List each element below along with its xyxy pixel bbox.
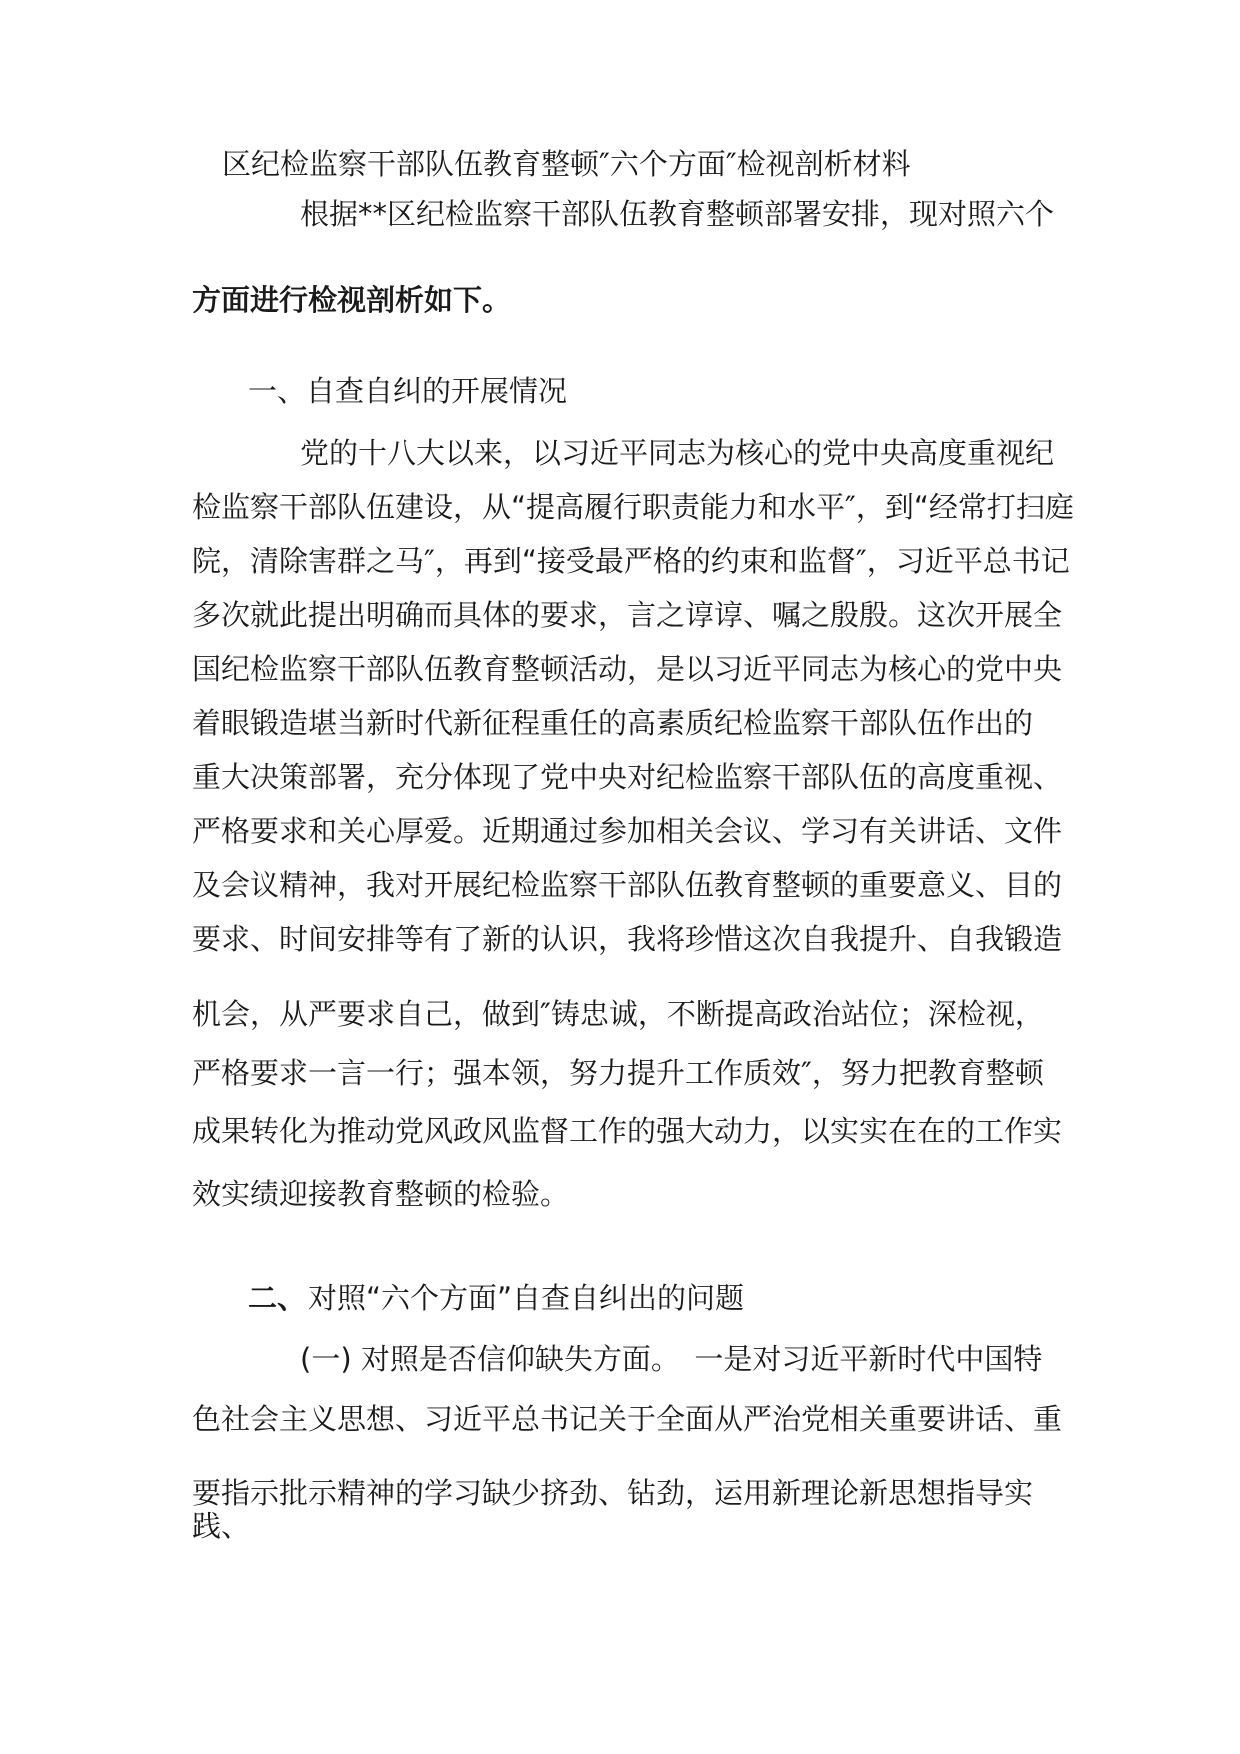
section-1-line: 重大决策部署，充分体现了党中央对纪检监察干部队伍的高度重视、 xyxy=(192,760,1063,794)
section-1-line: 国纪检监察干部队伍教育整顿活动，是以习近平同志为核心的党中央 xyxy=(192,652,1063,686)
section-2-line: 践、 xyxy=(192,1509,251,1543)
section-1-line: 院，清除害群之马″，再到“接受最严格的约束和监督″，习近平总书记 xyxy=(192,544,1070,578)
section-1-line: 要求、时间安排等有了新的认识，我将珍惜这次自我提升、自我锻造 xyxy=(192,922,1063,956)
section-1-line: 机会，从严要求自己，做到″铸忠诚，不断提高政治站位；深检视， xyxy=(192,997,1044,1031)
section-2-heading-text: 对照“六个方面”自查自纠出的问题 xyxy=(308,1281,745,1315)
section-2-number: 二、 xyxy=(248,1281,307,1315)
intro-line-1: 根据**区纪检监察干部队伍教育整顿部署安排，现对照六个 xyxy=(300,197,1055,231)
intro-line-2: 方面进行检视剖析如下。 xyxy=(192,283,512,317)
section-1-line: 多次就此提出明确而具体的要求，言之谆谆、嘱之殷殷。这次开展全 xyxy=(192,598,1063,632)
section-1-line: 效实绩迎接教育整顿的检验。 xyxy=(192,1177,570,1211)
section-1-line: 及会议精神，我对开展纪检监察干部队伍教育整顿的重要意义、目的 xyxy=(192,868,1063,902)
document-title: 区纪检监察干部队伍教育整顿″六个方面″检视剖析材料 xyxy=(222,147,911,181)
section-2-line: 色社会主义思想、习近平总书记关于全面从严治党相关重要讲话、重 xyxy=(192,1402,1063,1436)
section-2-heading xyxy=(248,1280,744,1316)
section-1-line: 严格要求和关心厚爱。近期通过参加相关会议、学习有关讲话、文件 xyxy=(192,814,1063,848)
section-2-line: (一) 对照是否信仰缺失方面。 一是对习近平新时代中国特 xyxy=(300,1342,1043,1376)
section-1-line: 成果转化为推动党风政风监督工作的强大动力，以实实在在的工作实 xyxy=(192,1114,1063,1148)
section-1-line: 检监察干部队伍建设，从“提高履行职责能力和水平″，到“经常打扫庭 xyxy=(192,490,1074,524)
section-1-line: 着眼锻造堪当新时代新征程重任的高素质纪检监察干部队伍作出的 xyxy=(192,706,1034,740)
section-1-line: 党的十八大以来，以习近平同志为核心的党中央高度重视纪 xyxy=(300,436,1055,470)
section-1-line: 严格要求一言一行；强本领，努力提升工作质效″，努力把教育整顿 xyxy=(192,1056,1044,1090)
section-2-line: 要指示批示精神的学习缺少挤劲、钻劲，运用新理论新思想指导实 xyxy=(192,1476,1034,1510)
section-1-heading: 一、自查自纠的开展情况 xyxy=(248,374,568,408)
